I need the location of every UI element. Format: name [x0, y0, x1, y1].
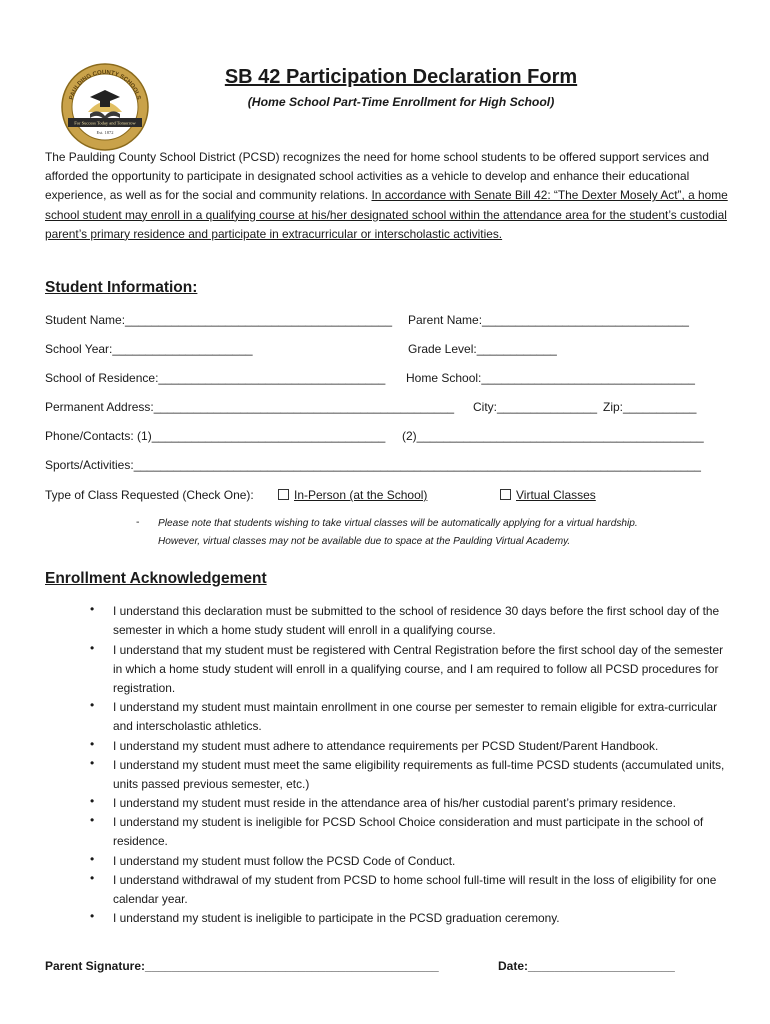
- virtual-note-line-1: Please note that students wishing to take virtual classes will be automatically applying for a virtual hardship.: [158, 518, 638, 529]
- bullet-dot: •: [90, 813, 95, 827]
- bullet-dot: •: [90, 641, 95, 655]
- student-information-heading: Student Information:: [45, 279, 198, 296]
- in-person-checkbox[interactable]: [278, 489, 289, 500]
- virtual-note: [158, 515, 748, 552]
- intro-senate-bill-text: In accordance with Senate Bill 42: “The Dexter Mosely Act”, a home school student may enroll in a qualifying course at his/her designated school within the attendance area for the student’s custodial parent’s primary residence and participate in extracurricular or interscholastic activities.: [45, 188, 728, 241]
- bullet-dot: •: [90, 737, 95, 751]
- sports-activities-field[interactable]: Sports/Activities:_____________________________________________________________________________________: [45, 458, 701, 472]
- in-person-label: In-Person (at the School): [294, 488, 428, 502]
- grade-level-field[interactable]: Grade Level:____________: [408, 342, 557, 356]
- bullet-dot: •: [90, 602, 95, 616]
- bullet-dot: •: [90, 909, 95, 923]
- acknowledgement-item: I understand my student must maintain enrollment in one course per semester to remain eligible for extra-curricular and interscholastic athletics.: [113, 700, 718, 734]
- zip-field[interactable]: Zip:___________: [603, 400, 697, 414]
- phone-contact-2-field[interactable]: (2)___________________________________________: [402, 429, 704, 443]
- virtual-checkbox[interactable]: [500, 489, 511, 500]
- acknowledgement-item: I understand my student must meet the same eligibility requirements as full-time PCSD students (accumulated units, units passed previous semester, etc.): [113, 758, 725, 792]
- bullet-dot: •: [90, 871, 95, 885]
- parent-signature-field[interactable]: Parent Signature:____________________________________________: [45, 959, 439, 973]
- logo-est-text: Est. 1872: [96, 130, 114, 135]
- virtual-option[interactable]: [500, 488, 596, 502]
- class-type-label: Type of Class Requested (Check One):: [45, 488, 254, 502]
- phone-contact-1-field[interactable]: Phone/Contacts: (1)___________________________________: [45, 429, 386, 443]
- acknowledgement-item: I understand my student must adhere to attendance requirements per PCSD Student/Parent Handbook.: [113, 739, 659, 753]
- form-title: SB 42 Participation Declaration Form: [224, 66, 578, 88]
- city-field[interactable]: City:_______________: [473, 400, 598, 414]
- note-dash: -: [136, 516, 140, 528]
- student-name-field[interactable]: Student Name:________________________________________: [45, 313, 392, 327]
- permanent-address-field[interactable]: Permanent Address:_____________________________________________: [45, 400, 455, 414]
- acknowledgement-item: I understand my student must reside in the attendance area of his/her custodial parent’s primary residence.: [113, 796, 676, 810]
- acknowledgement-item: I understand my student is ineligible for PCSD School Choice consideration and must participate in the school of residence.: [113, 815, 704, 849]
- acknowledgement-item: I understand my student is ineligible to participate in the PCSD graduation ceremony.: [113, 911, 560, 925]
- logo-banner-text: For Success Today and Tomorrow: [74, 120, 136, 126]
- parent-name-field[interactable]: Parent Name:_______________________________: [408, 313, 689, 327]
- logo-ring-text: PAULDING COUNTY SCHOOLS: [68, 69, 142, 101]
- acknowledgement-item: I understand withdrawal of my student from PCSD to home school full-time will result in the loss of eligibility for one calendar year.: [113, 873, 717, 907]
- bullet-dot: •: [90, 794, 95, 808]
- bullet-dot: •: [90, 698, 95, 712]
- acknowledgement-item: I understand my student must follow the PCSD Code of Conduct.: [113, 854, 456, 868]
- bullet-dot: •: [90, 756, 95, 770]
- in-person-option[interactable]: [278, 488, 427, 502]
- enrollment-acknowledgement-heading: Enrollment Acknowledgement: [45, 570, 267, 587]
- form-subtitle: (Home School Part-Time Enrollment for High School): [247, 95, 555, 109]
- school-of-residence-field[interactable]: School of Residence:__________________________________: [45, 371, 386, 385]
- virtual-note-line-2: However, virtual classes may not be available due to space at the Paulding Virtual Academy.: [158, 536, 571, 548]
- intro-paragraph: [45, 148, 735, 244]
- bullet-dot: •: [90, 852, 95, 866]
- intro-text: The Paulding County School District (PCSD) recognizes the need for home school students to be offered support services and afforded the opportunity to participate in designated school activities as a vehicle to develop and enhance their educational experience, as well as for the social and community relations.: [45, 150, 710, 203]
- date-field[interactable]: Date:______________________: [498, 959, 675, 973]
- virtual-label: Virtual Classes: [516, 488, 596, 502]
- school-year-field[interactable]: School Year:_____________________: [45, 342, 253, 356]
- acknowledgement-item: I understand that my student must be registered with Central Registration before the first school day of the semester in which a home study student will enroll in a qualifying course, and I am required to follow all PCSD procedures for registration.: [113, 643, 724, 696]
- acknowledgement-item: I understand this declaration must be submitted to the school of residence 30 days before the first school day of the semester in which a home study student will enroll in a qualifying course.: [113, 604, 720, 638]
- home-school-field[interactable]: Home School:________________________________: [406, 371, 695, 385]
